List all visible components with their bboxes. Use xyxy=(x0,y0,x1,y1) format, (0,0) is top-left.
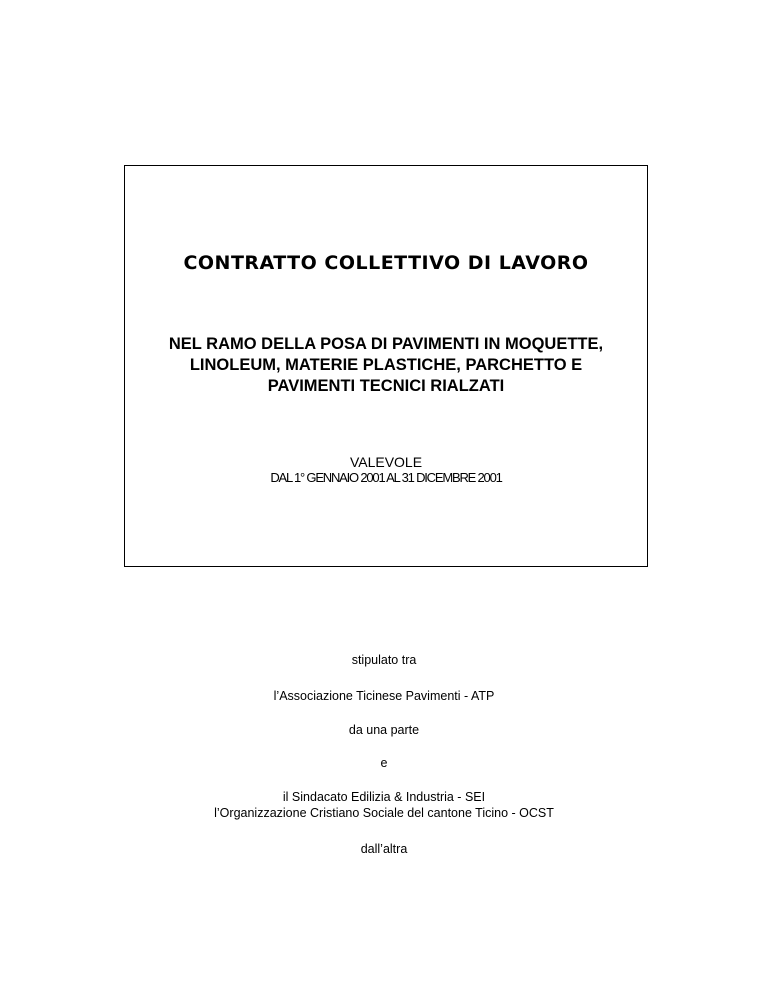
party-two-line-2: l’Organizzazione Cristiano Sociale del cantone Ticino - OCST xyxy=(214,806,554,820)
party-one: l’Associazione Ticinese Pavimenti - ATP xyxy=(273,689,495,703)
validity-label: VALEVOLE xyxy=(349,454,423,470)
party-two-role: dall’altra xyxy=(360,842,408,856)
subtitle-line-1: NEL RAMO DELLA POSA DI PAVIMENTI IN MOQUETTE, xyxy=(168,335,604,353)
party-two-line-1: il Sindacato Edilizia & Industria - SEI xyxy=(282,790,486,804)
validity-block xyxy=(125,454,647,486)
title-box xyxy=(124,165,648,567)
party-two xyxy=(0,789,768,821)
subtitle-line-2: LINOLEUM, MATERIE PLASTICHE, PARCHETTO E xyxy=(189,356,583,374)
party-one-role: da una parte xyxy=(348,723,420,737)
parties-conjunction: e xyxy=(380,756,388,770)
validity-period: DAL 1° GENNAIO 2001 AL 31 DICEMBRE 2001 xyxy=(270,470,502,485)
parties-intro: stipulato tra xyxy=(351,653,417,667)
document-title: CONTRATTO COLLETTIVO DI LAVORO xyxy=(183,252,589,274)
document-subtitle xyxy=(125,334,647,397)
subtitle-line-3: PAVIMENTI TECNICI RIALZATI xyxy=(267,377,505,395)
